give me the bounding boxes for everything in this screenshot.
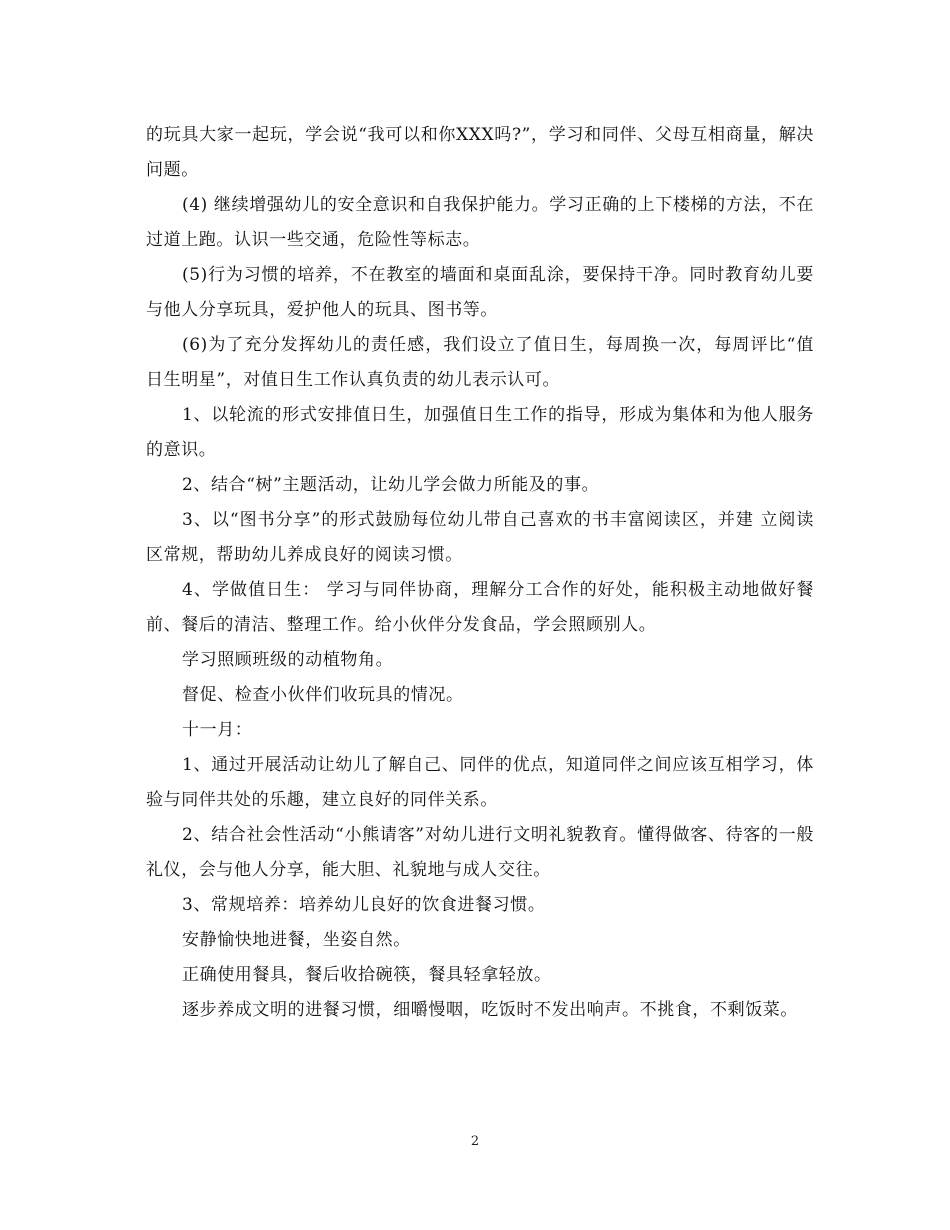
paragraph-4: (6)为了充分发挥幼儿的责任感，我们设立了值日生，每周换一次，每周评比“值日生明星”，对值日生工作认真负责的幼儿表示认可。 — [146, 335, 814, 390]
paragraph-17: 逐步养成文明的进餐习惯，细嚼慢咽，吃饭时不发出响声。不挑食，不剩饭菜。 — [182, 1000, 798, 1020]
paragraph-8: 4、学做值日生： 学习与同伴协商，理解分工合作的好处，能积极主动地做好餐前、餐后的清洁、整理工作。给小伙伴分发食品，学会照顾别人。 — [146, 580, 814, 635]
paragraph-12: 1、通过开展活动让幼儿了解自己、同伴的优点，知道同伴之间应该互相学习，体验与同伴共处的乐趣，建立良好的同伴关系。 — [146, 755, 814, 810]
paragraph-6: 2、结合“树”主题活动，让幼儿学会做力所能及的事。 — [182, 475, 600, 495]
paragraph-10: 督促、检查小伙伴们收玩具的情况。 — [182, 685, 464, 705]
paragraph-2: (4) 继续增强幼儿的安全意识和自我保护能力。学习正确的上下楼梯的方法，不在过道上跑。认识一些交通，危险性等标志。 — [146, 195, 814, 250]
paragraph-7: 3、以“图书分享”的形式鼓励每位幼儿带自己喜欢的书丰富阅读区，并建 立阅读区常规，帮助幼儿养成良好的阅读习惯。 — [146, 510, 814, 565]
paragraph-15: 安静愉快地进餐，坐姿自然。 — [182, 930, 411, 950]
paragraph-3: (5)行为习惯的培养，不在教室的墙面和桌面乱涂，要保持干净。同时教育幼儿要与他人分享玩具，爱护他人的玩具、图书等。 — [146, 265, 814, 320]
paragraph-13: 2、结合社会性活动“小熊请客”对幼儿进行文明礼貌教育。懂得做客、待客的一般礼仪，会与他人分享，能大胆、礼貌地与成人交往。 — [146, 825, 814, 880]
page-number: 2 — [470, 1134, 480, 1149]
paragraph-9: 学习照顾班级的动植物角。 — [182, 650, 394, 670]
paragraph-14: 3、常规培养：培养幼儿良好的饮食进餐习惯。 — [182, 895, 546, 915]
paragraph-5: 1、以轮流的形式安排值日生，加强值日生工作的指导，形成为集体和为他人服务的意识。 — [146, 405, 814, 460]
paragraph-1: 的玩具大家一起玩，学会说“我可以和你XXX吗?”，学习和同伴、父母互相商量，解决问题。 — [146, 125, 814, 180]
paragraph-16: 正确使用餐具，餐后收拾碗筷，餐具轻拿轻放。 — [182, 965, 552, 985]
document-body — [146, 118, 814, 1028]
paragraph-11: 十一月： — [182, 720, 253, 740]
